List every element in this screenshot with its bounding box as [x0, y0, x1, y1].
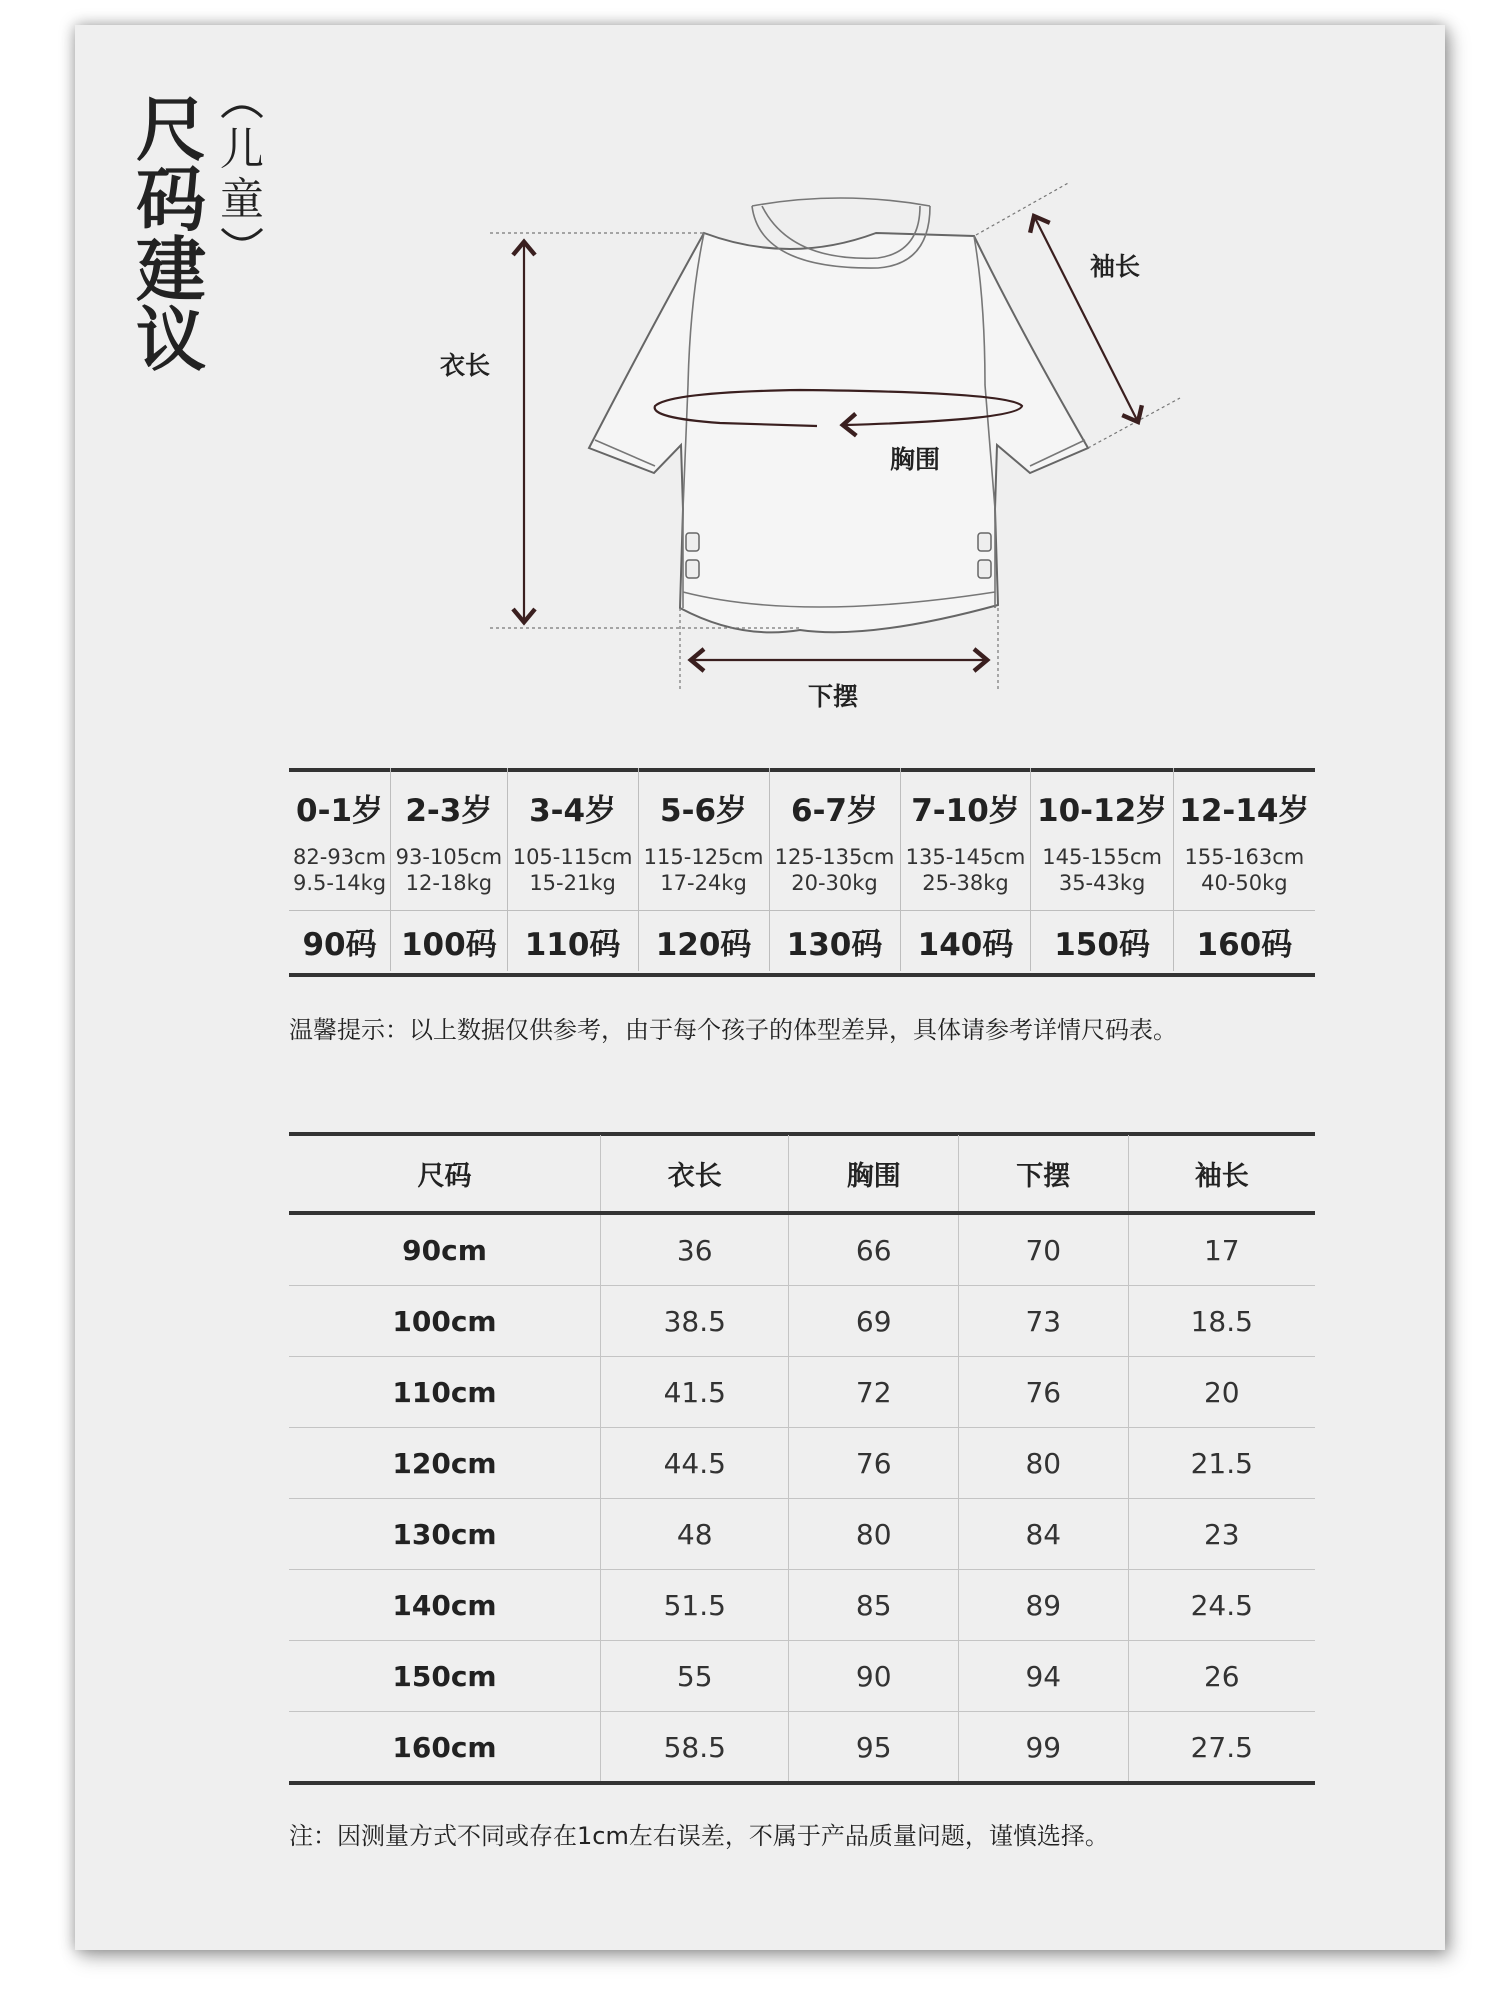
table-cell: 55 — [601, 1641, 789, 1712]
table-cell: 72 — [789, 1357, 959, 1428]
table-cell: 38.5 — [601, 1286, 789, 1357]
size-guide-table — [289, 768, 1315, 971]
size-cell: 160cm — [289, 1712, 601, 1783]
age-cell: 10-12岁 — [1031, 768, 1173, 830]
table-cell: 76 — [789, 1428, 959, 1499]
table-cell: 48 — [601, 1499, 789, 1570]
weight-range: 17-24kg — [660, 871, 747, 895]
table-cell: 27.5 — [1190, 1730, 1253, 1764]
table-row — [289, 1641, 1315, 1712]
height-range: 155-163cm — [1184, 845, 1305, 869]
tshirt-diagram — [0, 0, 1500, 720]
table-cell: 41.5 — [601, 1357, 789, 1428]
age-cell: 12-14岁 — [1179, 793, 1310, 829]
measure-cell — [289, 830, 391, 911]
size-cell: 110cm — [289, 1357, 601, 1428]
age-cell: 3-4岁 — [507, 768, 638, 830]
measure-cell — [638, 830, 769, 911]
size-cell: 90cm — [289, 1213, 601, 1286]
weight-range: 40-50kg — [1201, 871, 1288, 895]
size-cell: 140cm — [289, 1570, 601, 1641]
table-row — [289, 1357, 1315, 1428]
height-range: 82-93cm — [293, 845, 387, 869]
table-cell: 73 — [958, 1286, 1128, 1357]
weight-range: 15-21kg — [529, 871, 616, 895]
table-cell: 36 — [601, 1213, 789, 1286]
hem-label: 下摆 — [808, 682, 859, 711]
table-cell: 99 — [958, 1712, 1128, 1783]
table-cell: 18.5 — [1128, 1286, 1315, 1357]
table-cell: 80 — [958, 1428, 1128, 1499]
age-cell: 7-10岁 — [900, 768, 1031, 830]
table-cell: 95 — [789, 1712, 959, 1783]
table-row — [289, 1213, 1315, 1286]
age-cell: 2-3岁 — [391, 768, 507, 830]
column-header: 袖长 — [1128, 1135, 1315, 1213]
size-cell: 160码 — [1173, 911, 1315, 972]
table-cell: 24.5 — [1128, 1570, 1315, 1641]
age-row — [289, 768, 1315, 830]
rule — [289, 973, 1315, 977]
table-cell: 69 — [789, 1286, 959, 1357]
weight-range: 20-30kg — [791, 871, 878, 895]
size-cell: 130cm — [289, 1499, 601, 1570]
height-range: 145-155cm — [1042, 845, 1162, 869]
table-cell: 84 — [958, 1499, 1128, 1570]
size-cell: 150cm — [289, 1641, 601, 1712]
size-cell: 120cm — [289, 1428, 601, 1499]
height-range: 115-125cm — [643, 845, 764, 869]
table-cell: 20 — [1128, 1357, 1315, 1428]
table-cell: 89 — [958, 1570, 1128, 1641]
length-label: 衣长 — [440, 351, 491, 380]
measure-cell — [507, 830, 638, 911]
subtitle-char: 儿 — [220, 124, 264, 175]
size-cell: 90码 — [289, 911, 391, 972]
table-row — [289, 1712, 1315, 1783]
size-row — [289, 911, 1315, 972]
table-cell: 44.5 — [601, 1428, 789, 1499]
table-cell: 94 — [958, 1641, 1128, 1712]
column-header: 胸围 — [789, 1135, 959, 1213]
title-char: 议 — [136, 299, 206, 381]
table-cell: 85 — [789, 1570, 959, 1641]
table-row — [289, 1499, 1315, 1570]
measure-cell — [900, 830, 1031, 911]
table-cell: 17 — [1128, 1213, 1315, 1286]
sleeve-label: 袖长 — [1090, 252, 1141, 281]
weight-range: 25-38kg — [922, 871, 1009, 895]
title-char: 码 — [136, 159, 206, 241]
size-cell: 140码 — [900, 911, 1031, 972]
weight-range: 12-18kg — [405, 871, 493, 895]
table-cell: 76 — [958, 1357, 1128, 1428]
title-char: 建 — [136, 229, 206, 311]
measure-cell — [1173, 830, 1315, 911]
table-cell: 80 — [789, 1499, 959, 1570]
size-cell: 110码 — [507, 911, 638, 972]
age-cell: 6-7岁 — [769, 768, 900, 830]
measure-row — [289, 830, 1315, 911]
table-cell: 21.5 — [1128, 1428, 1315, 1499]
title-char: 尺 — [136, 89, 206, 171]
height-range: 125-135cm — [774, 845, 895, 869]
size-cell: 120码 — [638, 911, 769, 972]
chest-label: 胸围 — [890, 445, 941, 474]
weight-range: 35-43kg — [1058, 871, 1146, 895]
measure-cell — [1031, 830, 1173, 911]
rule — [289, 1781, 1315, 1785]
table-cell: 26 — [1128, 1641, 1315, 1712]
measure-cell — [769, 830, 900, 911]
table-cell: 51.5 — [601, 1570, 789, 1641]
size-cell: 100cm — [289, 1286, 601, 1357]
age-cell: 0-1岁 — [289, 768, 391, 830]
size-cell: 100码 — [391, 911, 507, 972]
size-cell: 130码 — [769, 911, 900, 972]
height-range: 105-115cm — [512, 845, 633, 869]
height-range: 93-105cm — [395, 845, 503, 869]
table-cell: 23 — [1128, 1499, 1315, 1570]
table-row — [289, 1286, 1315, 1357]
column-header: 尺码 — [289, 1135, 601, 1213]
column-header: 衣长 — [601, 1135, 789, 1213]
subtitle-char: 童 — [220, 174, 264, 225]
table-row — [289, 1428, 1315, 1499]
note-text: 注：因测量方式不同或存在1cm左右误差，不属于产品质量问题，谨慎选择。 — [289, 1822, 1109, 1850]
table-row — [289, 1570, 1315, 1641]
table-header-row — [289, 1135, 1315, 1213]
size-chart-table — [289, 1135, 1315, 1782]
column-header: 下摆 — [958, 1135, 1128, 1213]
age-cell: 5-6岁 — [638, 768, 769, 830]
tshirt-outline — [589, 233, 1088, 632]
table-cell: 90 — [789, 1641, 959, 1712]
table-cell: 66 — [789, 1213, 959, 1286]
table-cell: 70 — [958, 1213, 1128, 1286]
measure-cell — [391, 830, 507, 911]
weight-range: 9.5-14kg — [292, 871, 387, 895]
size-cell: 150码 — [1031, 911, 1173, 972]
table-cell: 58.5 — [601, 1712, 789, 1783]
tip-text: 温馨提示：以上数据仅供参考，由于每个孩子的体型差异，具体请参考详情尺码表。 — [289, 1016, 1177, 1044]
height-range: 135-145cm — [905, 845, 1026, 869]
